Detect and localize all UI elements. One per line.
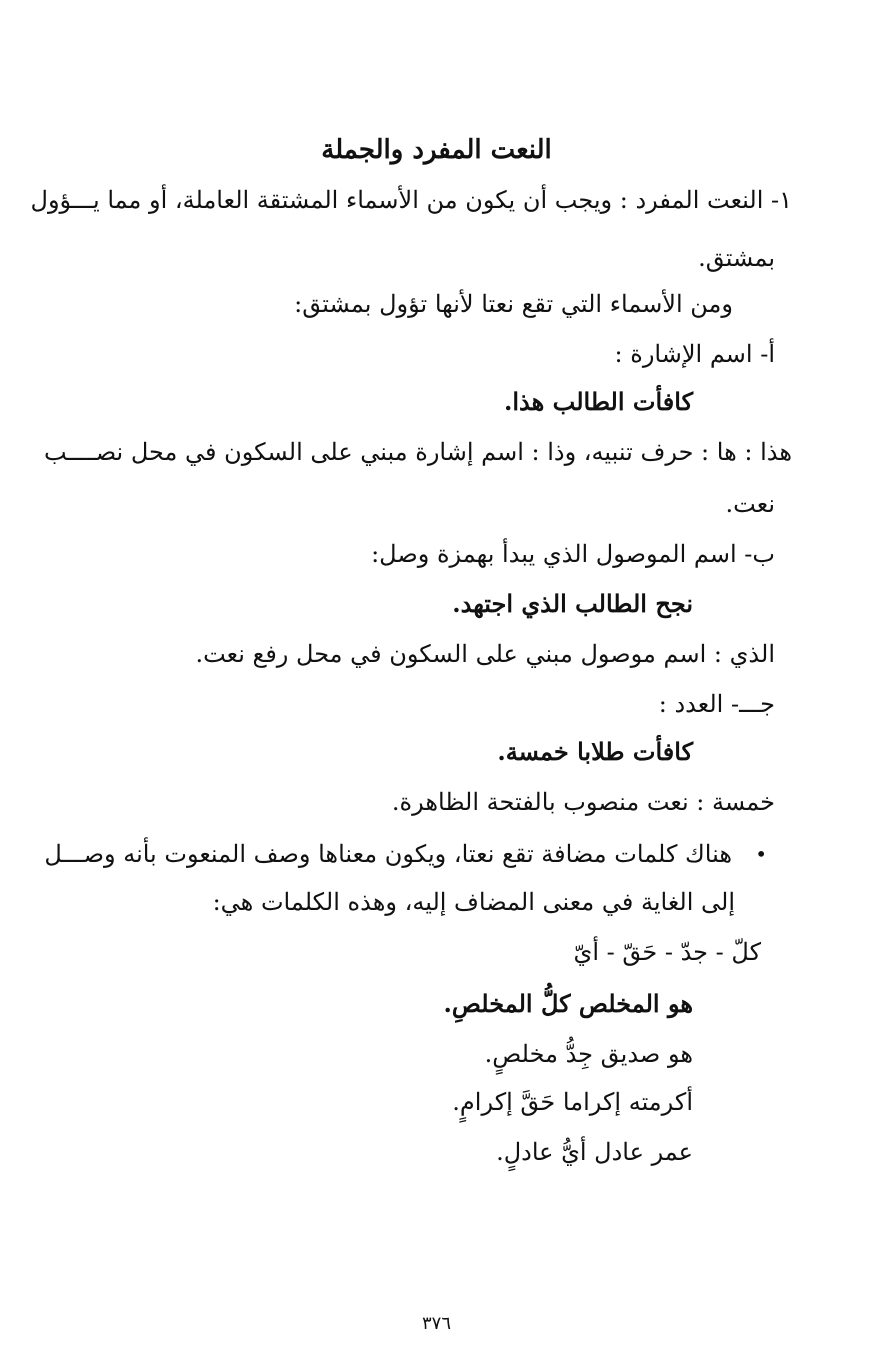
heading-relative-pronoun: ب- اسم الموصول الذي يبدأ بهمزة وصل:: [371, 540, 775, 568]
text-line-7: نعت.: [725, 490, 775, 518]
text-line-10: الذي : اسم موصول مبني على السكون في محل رفع نعت.: [195, 640, 775, 668]
heading-number: جـــ- العدد :: [658, 690, 775, 718]
page-title: النعت المفرد والجملة: [321, 135, 552, 165]
heading-demonstrative: أ- اسم الإشارة :: [614, 340, 775, 368]
example-3: كافأت طلابا خمسة.: [497, 737, 693, 766]
text-line-15: إلى الغاية في معنى المضاف إليه، وهذه الكلمات هي:: [212, 888, 735, 916]
text-line-6: هذا : ها : حرف تنبيه، وذا : اسم إشارة مبني على السكون في محل نصــــب: [44, 438, 792, 466]
text-line-1: ١- النعت المفرد : ويجب أن يكون من الأسماء المشتقة العاملة، أو مما يـــؤول: [30, 186, 792, 214]
text-line-14: هناك كلمات مضافة تقع نعتا، ويكون معناها وصف المنعوت بأنه وصـــل: [44, 840, 732, 868]
bullet-point: •: [755, 842, 767, 866]
example-5: هو صديق جِدُّ مخلصٍ.: [484, 1040, 693, 1068]
example-2: نجح الطالب الذي اجتهد.: [452, 589, 693, 618]
word-list: كلّ - جدّ - حَقّ - أيّ: [573, 938, 761, 966]
example-1: كافأت الطالب هذا.: [504, 387, 693, 416]
text-line-2: بمشتق.: [698, 244, 775, 272]
example-4: هو المخلص كلُّ المخلصِ.: [443, 989, 693, 1018]
text-line-13: خمسة : نعت منصوب بالفتحة الظاهرة.: [391, 788, 775, 816]
page-number: ٣٧٦: [421, 1313, 451, 1334]
text-line-3: ومن الأسماء التي تقع نعتا لأنها تؤول بمشتق:: [294, 290, 733, 318]
example-7: عمر عادل أيُّ عادلٍ.: [496, 1138, 693, 1166]
example-6: أكرمته إكراما حَقَّ إكرامٍ.: [452, 1088, 693, 1116]
